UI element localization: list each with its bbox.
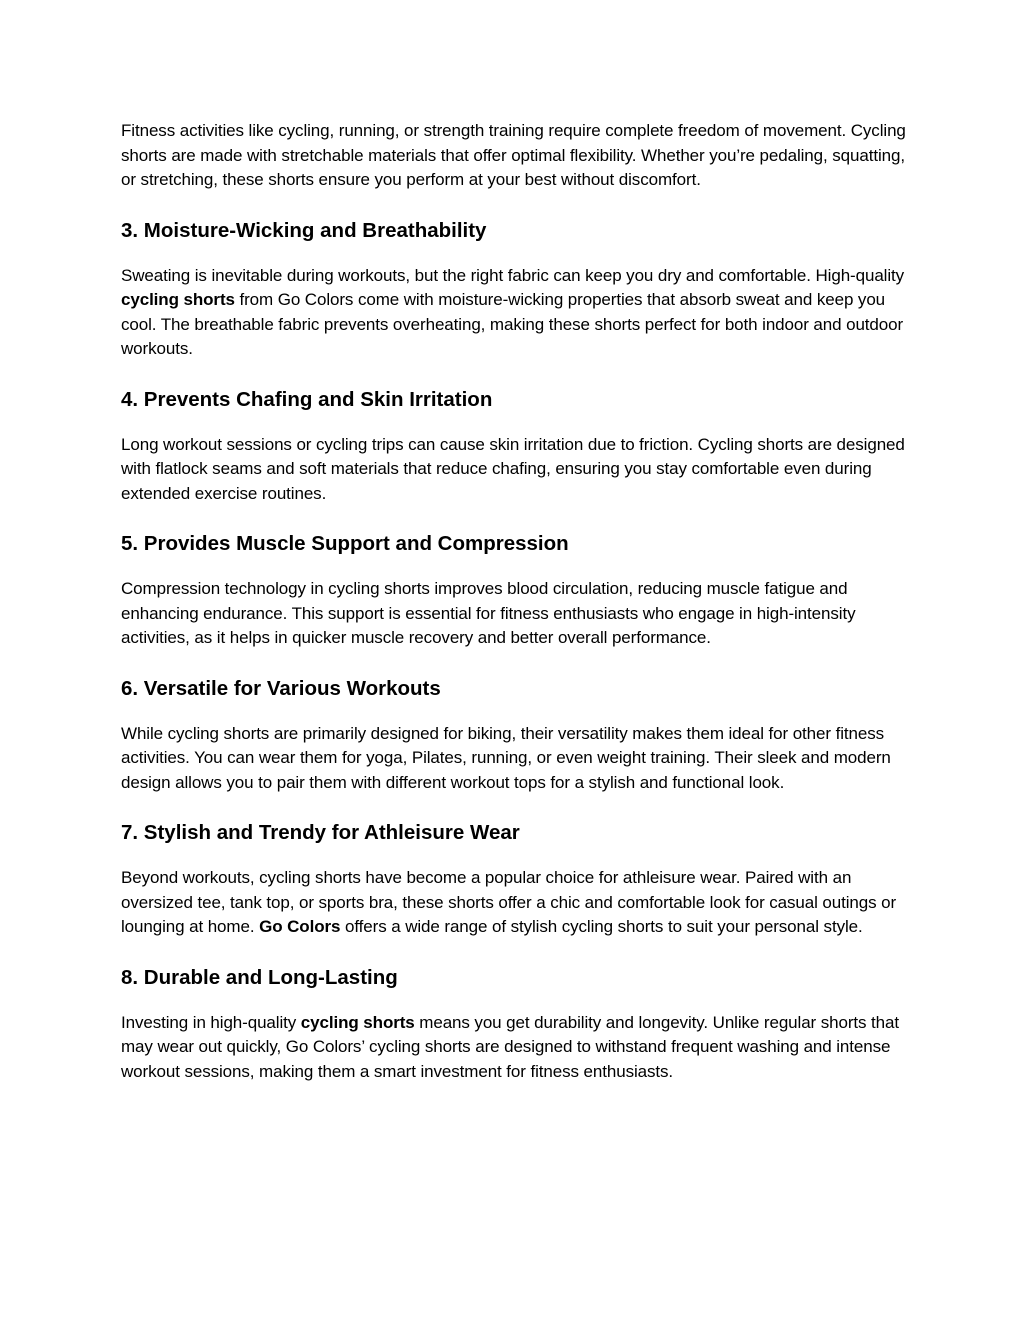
- section-heading-8: 8. Durable and Long-Lasting: [121, 965, 398, 989]
- section-heading-4: 4. Prevents Chafing and Skin Irritation: [121, 387, 493, 411]
- section-body-text: offers a wide range of stylish cycling shorts to suit your personal style.: [340, 917, 863, 936]
- section-body-4: Long workout sessions or cycling trips can cause skin irritation due to friction. Cycling shorts are designed with flatlock seams and soft materials that reduce chafing, ensuring you stay comfortable even during extended exercise routines.: [121, 434, 905, 503]
- section-body-text: Investing in high-quality: [121, 1012, 301, 1032]
- section-body-text: Beyond workouts, cycling shorts have become a popular choice for athleisure wear. Paired with an oversized tee, tank top, or sports bra, these shorts offer a chic and comfortable look for casual outings or lounging at home.: [121, 868, 897, 936]
- bold-keyword: cycling shorts: [121, 290, 235, 309]
- section-heading-6: 6. Versatile for Various Workouts: [121, 676, 441, 700]
- document-page: [121, 119, 911, 1084]
- section-body-5: Compression technology in cycling shorts improves blood circulation, reducing muscle fatigue and enhancing endurance. This support is essential for fitness enthusiasts who engage in high-intensity activities, as it helps in quicker muscle recovery and better overall performance.: [121, 579, 856, 647]
- section-heading-3: 3. Moisture-Wicking and Breathability: [121, 218, 487, 242]
- section-body-text: means you get durability and longevity. Unlike regular shorts that may wear out quickly, Go Colors’ cycling shorts are designed to withstand frequent washing and intense workout sessions, making them a smart investment for fitness enthusiasts.: [121, 1012, 900, 1081]
- section-body-6: While cycling shorts are primarily designed for biking, their versatility makes them ideal for other fitness activities. You can wear them for yoga, Pilates, running, or even weight training. Their sleek and modern design allows you to pair them with different workout tops for a stylish and functional look.: [121, 723, 891, 792]
- section-heading-7: 7. Stylish and Trendy for Athleisure Wear: [121, 821, 520, 844]
- section-body-3: [121, 264, 911, 362]
- section-body-text: from Go Colors come with moisture-wicking properties that absorb sweat and keep you cool. The breathable fabric prevents overheating, making these shorts perfect for both indoor and outdoor workouts.: [121, 290, 904, 358]
- section-heading-5: 5. Provides Muscle Support and Compression: [121, 532, 569, 555]
- section-body-7: [121, 866, 911, 940]
- bold-keyword: Go Colors: [259, 917, 341, 936]
- section-body-8: [121, 1011, 911, 1085]
- intro-paragraph: Fitness activities like cycling, running, or strength training require complete freedom of movement. Cycling shorts are made with stretchable materials that offer optimal flexibility. Whether you’re pedaling, squatting, or stretching, these shorts ensure you perform at your best without discomfort.: [121, 121, 906, 189]
- section-body-text: Sweating is inevitable during workouts, but the right fabric can keep you dry and comfortable. High-quality: [121, 265, 905, 285]
- bold-keyword: cycling shorts: [300, 1012, 415, 1032]
